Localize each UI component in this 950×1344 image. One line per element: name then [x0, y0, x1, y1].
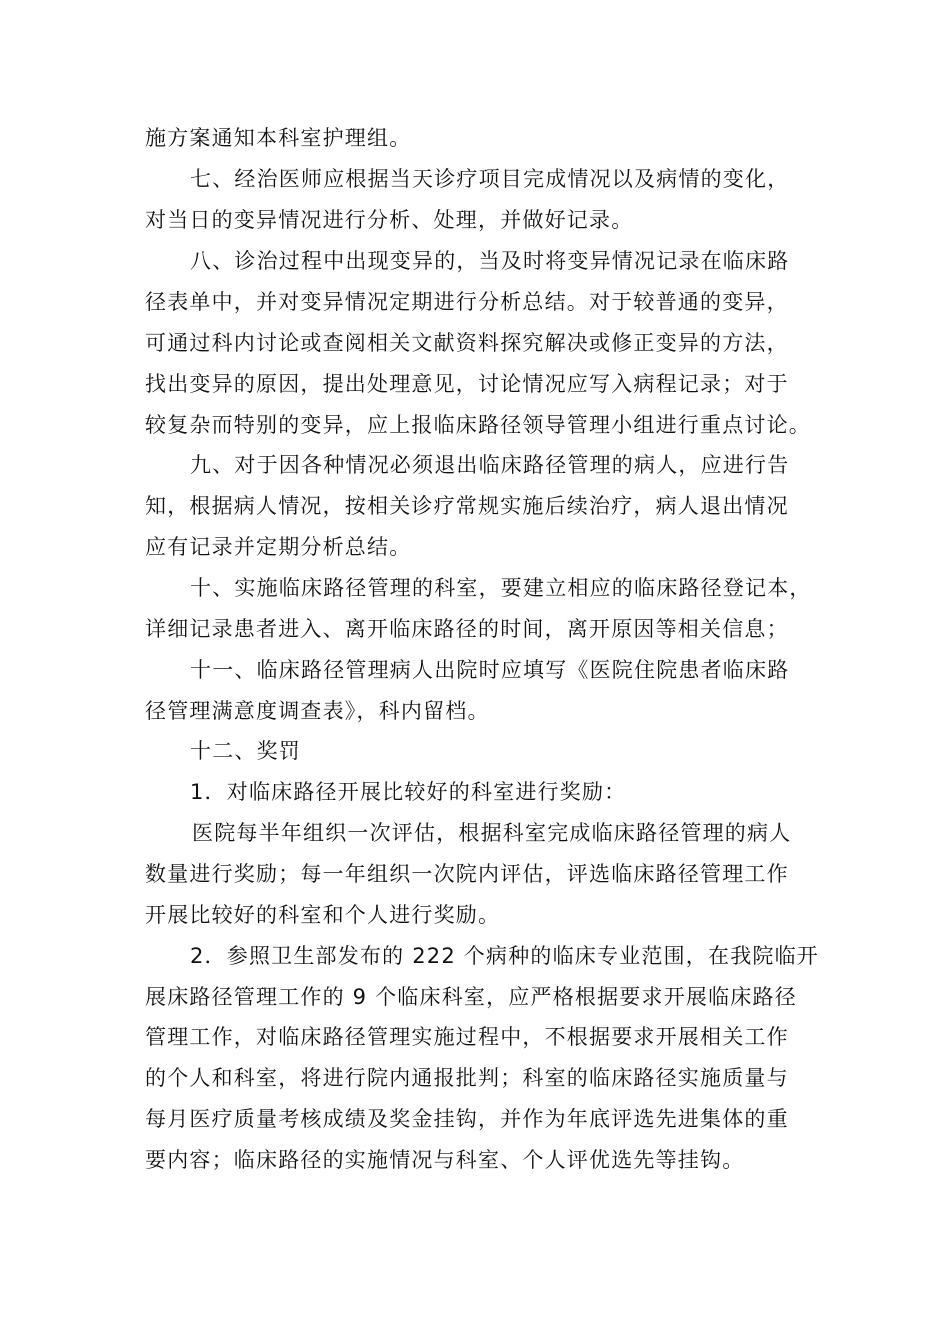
text-line: 十、实施临床路径管理的科室，要建立相应的临床路径登记本， — [190, 576, 812, 600]
text-line: 十一、临床路径管理病人出院时应填写《医院住院患者临床路 — [190, 658, 790, 682]
text-line: 每月医疗质量考核成绩及奖金挂钩，并作为年底评选先进集体的重 — [145, 1107, 789, 1131]
text-line: 十二、奖罚 — [190, 739, 301, 763]
text-line: 2．参照卫生部发布的 222 个病种的临床专业范围，在我院临开 — [190, 944, 819, 968]
text-line: 要内容；临床路径的实施情况与科室、个人评优选先等挂钩。 — [145, 1148, 745, 1172]
text-line: 可通过科内讨论或查阅相关文献资料探究解决或修正变异的方法， — [145, 331, 789, 355]
text-line: 1．对临床路径开展比较好的科室进行奖励： — [190, 780, 627, 804]
text-line: 应有记录并定期分析总结。 — [145, 535, 412, 559]
text-line: 医院每半年组织一次评估，根据科室完成临床路径管理的病人 — [192, 821, 792, 845]
text-line: 数量进行奖励；每一年组织一次院内评估，评选临床路径管理工作 — [145, 862, 789, 886]
text-line: 对当日的变异情况进行分析、处理，并做好记录。 — [145, 208, 634, 232]
text-line: 施方案通知本科室护理组。 — [145, 126, 412, 150]
text-line: 径表单中，并对变异情况定期进行分析总结。对于较普通的变异， — [145, 290, 789, 314]
text-line: 开展比较好的科室和个人进行奖励。 — [145, 903, 501, 927]
text-line: 较复杂而特别的变异，应上报临床路径领导管理小组进行重点讨论。 — [145, 413, 811, 437]
text-line: 的个人和科室，将进行院内通报批判；科室的临床路径实施质量与 — [145, 1066, 789, 1090]
text-line: 七、经治医师应根据当天诊疗项目完成情况以及病情的变化， — [190, 167, 790, 191]
text-line: 详细记录患者进入、离开临床路径的时间，离开原因等相关信息； — [145, 617, 789, 641]
text-line: 八、诊治过程中出现变异的，当及时将变异情况记录在临床路 — [190, 249, 790, 273]
text-line: 找出变异的原因，提出处理意见，讨论情况应写入病程记录；对于 — [145, 372, 789, 396]
text-line: 知，根据病人情况，按相关诊疗常规实施后续治疗，病人退出情况 — [145, 494, 789, 518]
text-line: 九、对于因各种情况必须退出临床路径管理的病人，应进行告 — [190, 453, 790, 477]
text-line: 展床路径管理工作的 9 个临床科室，应严格根据要求开展临床路径 — [145, 985, 797, 1009]
text-line: 管理工作，对临床路径管理实施过程中，不根据要求开展相关工作 — [145, 1025, 789, 1049]
text-line: 径管理满意度调查表》，科内留档。 — [145, 699, 490, 723]
